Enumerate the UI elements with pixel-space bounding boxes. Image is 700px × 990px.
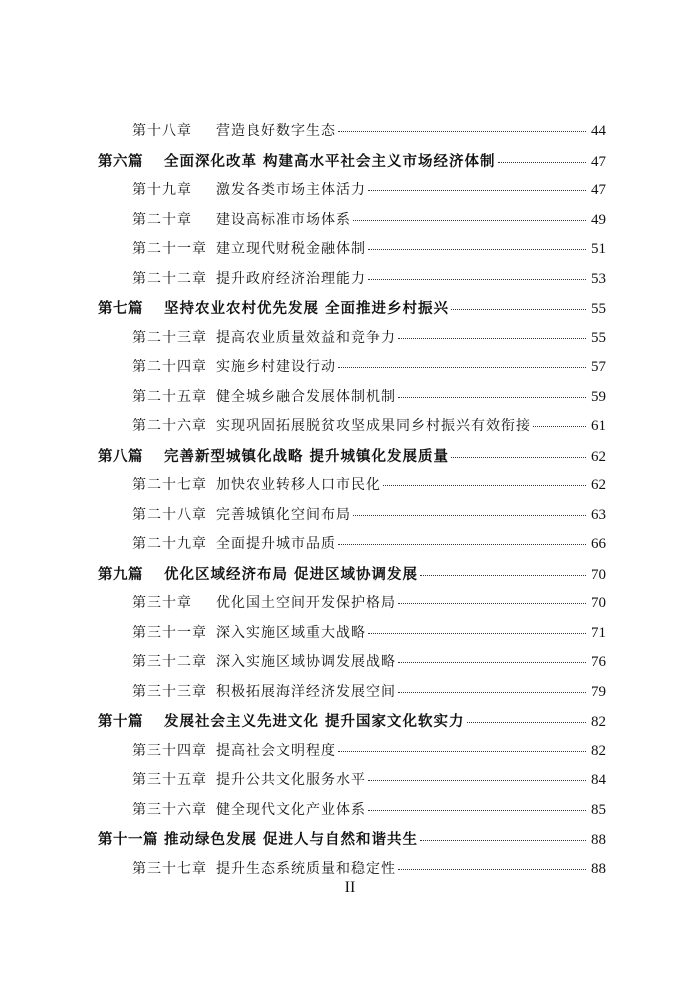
toc-entry-label: 第九篇 [98, 566, 143, 583]
toc-chapter-entry[interactable] [98, 740, 606, 770]
toc-entry-page-number: 70 [591, 566, 606, 583]
dot-leader [398, 338, 586, 339]
toc-part-entry[interactable] [98, 710, 606, 740]
toc-chapter-entry[interactable] [98, 120, 606, 150]
dot-leader [451, 457, 586, 458]
toc-chapter-entry[interactable] [98, 799, 606, 829]
toc-entry-label: 第三十四章 [132, 742, 207, 759]
dot-leader [451, 309, 586, 310]
dot-leader [398, 603, 586, 604]
toc-entry-page-number: 71 [591, 624, 606, 641]
toc-entry-page-number: 84 [591, 772, 606, 788]
toc-entry-title: 提升政府经济治理能力 [216, 270, 366, 287]
toc-entry-label: 第二十三章 [132, 329, 207, 346]
toc-chapter-entry[interactable] [98, 533, 606, 563]
dot-leader [368, 190, 586, 191]
toc-entry-title: 提高社会文明程度 [216, 742, 336, 759]
toc-entry-label: 第十九章 [132, 182, 192, 198]
toc-chapter-entry[interactable] [98, 622, 606, 652]
toc-entry-page-number: 88 [591, 832, 606, 848]
dot-leader [398, 662, 586, 663]
toc-entry-page-number: 82 [591, 742, 606, 759]
toc-entry-title: 营造良好数字生态 [216, 123, 336, 139]
toc-entry-title: 全面深化改革 构建高水平社会主义市场经济体制 [164, 153, 496, 170]
dot-leader [338, 544, 586, 545]
toc-entry-label: 第十一篇 [98, 832, 158, 848]
toc-entry-title: 积极拓展海洋经济发展空间 [216, 683, 396, 700]
dot-leader [398, 869, 586, 870]
toc-entry-label: 第三十一章 [132, 624, 207, 641]
dot-leader [467, 722, 586, 723]
toc-chapter-entry[interactable] [98, 474, 606, 504]
toc-entry-label: 第二十四章 [132, 359, 207, 375]
toc-chapter-entry[interactable] [98, 504, 606, 534]
toc-chapter-entry[interactable] [98, 415, 606, 445]
toc-entry-page-number: 51 [591, 241, 606, 257]
dot-leader [398, 397, 586, 398]
toc-entry-page-number: 59 [591, 388, 606, 405]
toc-entry-page-number: 62 [591, 448, 606, 465]
toc-chapter-entry[interactable] [98, 356, 606, 386]
toc-entry-label: 第二十八章 [132, 506, 207, 523]
toc-entry-label: 第十八章 [132, 123, 192, 139]
toc-entry-label: 第二十一章 [132, 241, 207, 257]
toc-entry-title: 激发各类市场主体活力 [216, 182, 366, 198]
toc-entry-page-number: 76 [591, 654, 606, 670]
toc-part-entry[interactable] [98, 445, 606, 475]
toc-entry-page-number: 70 [591, 595, 606, 611]
toc-entry-page-number: 44 [591, 123, 606, 139]
toc-entry-title: 实施乡村建设行动 [216, 359, 336, 375]
toc-entry-label: 第三十七章 [132, 860, 207, 877]
dot-leader [383, 485, 586, 486]
toc-part-entry[interactable] [98, 563, 606, 593]
toc-entry-label: 第七篇 [98, 301, 143, 317]
toc-entry-label: 第三十章 [132, 595, 192, 611]
toc-chapter-entry[interactable] [98, 327, 606, 357]
dot-leader [420, 840, 586, 841]
toc-entry-title: 深入实施区域重大战略 [216, 624, 366, 641]
toc-entry-page-number: 88 [591, 860, 606, 877]
toc-entry-label: 第十篇 [98, 714, 143, 730]
toc-entry-title: 完善城镇化空间布局 [216, 506, 351, 523]
toc-entry-page-number: 85 [591, 801, 606, 818]
dot-leader [338, 751, 586, 752]
toc-entry-page-number: 62 [591, 477, 606, 493]
toc-entry-title: 实现巩固拓展脱贫攻坚成果同乡村振兴有效衔接 [216, 418, 531, 434]
dot-leader [533, 426, 586, 427]
toc-entry-title: 建立现代财税金融体制 [216, 241, 366, 257]
page-number-footer: II [344, 879, 356, 896]
dot-leader [368, 810, 586, 811]
toc-entry-label: 第三十二章 [132, 654, 207, 670]
toc-entry-page-number: 79 [591, 683, 606, 700]
toc-entry-title: 提升公共文化服务水平 [216, 772, 366, 788]
dot-leader [368, 633, 586, 634]
toc-chapter-entry[interactable] [98, 238, 606, 268]
toc-entry-title: 发展社会主义先进文化 提升国家文化软实力 [164, 714, 465, 730]
toc-chapter-entry[interactable] [98, 268, 606, 298]
toc-chapter-entry[interactable] [98, 681, 606, 711]
toc-entry-title: 坚持农业农村优先发展 全面推进乡村振兴 [164, 301, 450, 317]
toc-chapter-entry[interactable] [98, 386, 606, 416]
toc-entry-label: 第二十章 [132, 211, 192, 228]
toc-entry-title: 完善新型城镇化战略 提升城镇化发展质量 [164, 448, 450, 465]
toc-entry-title: 健全城乡融合发展体制机制 [216, 388, 396, 405]
toc-entry-title: 提高农业质量效益和竞争力 [216, 329, 396, 346]
toc-entry-title: 深入实施区域协调发展战略 [216, 654, 396, 670]
toc-entry-label: 第二十六章 [132, 418, 207, 434]
dot-leader [353, 515, 586, 516]
toc-entry-label: 第二十二章 [132, 270, 207, 287]
toc-part-entry[interactable] [98, 150, 606, 180]
toc-chapter-entry[interactable] [98, 769, 606, 799]
toc-entry-page-number: 49 [591, 211, 606, 228]
toc-entry-page-number: 47 [591, 153, 606, 170]
toc-entry-label: 第三十六章 [132, 801, 207, 818]
dot-leader [338, 367, 586, 368]
table-of-contents [98, 120, 606, 887]
toc-entry-label: 第二十七章 [132, 477, 207, 493]
toc-entry-page-number: 57 [591, 359, 606, 375]
dot-leader [368, 249, 586, 250]
toc-entry-title: 加快农业转移人口市民化 [216, 477, 381, 493]
toc-chapter-entry[interactable] [98, 592, 606, 622]
toc-entry-title: 优化区域经济布局 促进区域协调发展 [164, 566, 419, 583]
toc-entry-label: 第三十五章 [132, 772, 207, 788]
toc-entry-title: 建设高标准市场体系 [216, 211, 351, 228]
toc-entry-title: 优化国土空间开发保护格局 [216, 595, 396, 611]
toc-entry-page-number: 53 [591, 270, 606, 287]
dot-leader [498, 162, 586, 163]
toc-entry-page-number: 55 [591, 301, 606, 317]
toc-part-entry[interactable] [98, 297, 606, 327]
toc-entry-title: 健全现代文化产业体系 [216, 801, 366, 818]
toc-chapter-entry[interactable] [98, 651, 606, 681]
dot-leader [368, 780, 586, 781]
toc-entry-label: 第三十三章 [132, 683, 207, 700]
toc-entry-page-number: 61 [591, 418, 606, 434]
dot-leader [368, 279, 586, 280]
toc-part-entry[interactable] [98, 828, 606, 858]
dot-leader [420, 575, 586, 576]
toc-entry-label: 第八篇 [98, 448, 143, 465]
toc-entry-page-number: 47 [591, 182, 606, 198]
toc-entry-page-number: 82 [591, 714, 606, 730]
toc-entry-title: 全面提升城市品质 [216, 536, 336, 552]
dot-leader [353, 220, 586, 221]
toc-chapter-entry[interactable] [98, 209, 606, 239]
toc-entry-label: 第二十五章 [132, 388, 207, 405]
toc-entry-page-number: 66 [591, 536, 606, 552]
toc-entry-label: 第二十九章 [132, 536, 207, 552]
toc-entry-page-number: 55 [591, 329, 606, 346]
toc-entry-title: 推动绿色发展 促进人与自然和谐共生 [164, 832, 419, 848]
toc-chapter-entry[interactable] [98, 179, 606, 209]
toc-entry-page-number: 63 [591, 506, 606, 523]
dot-leader [398, 692, 586, 693]
toc-entry-title: 提升生态系统质量和稳定性 [216, 860, 396, 877]
dot-leader [338, 131, 586, 132]
toc-entry-label: 第六篇 [98, 153, 143, 170]
